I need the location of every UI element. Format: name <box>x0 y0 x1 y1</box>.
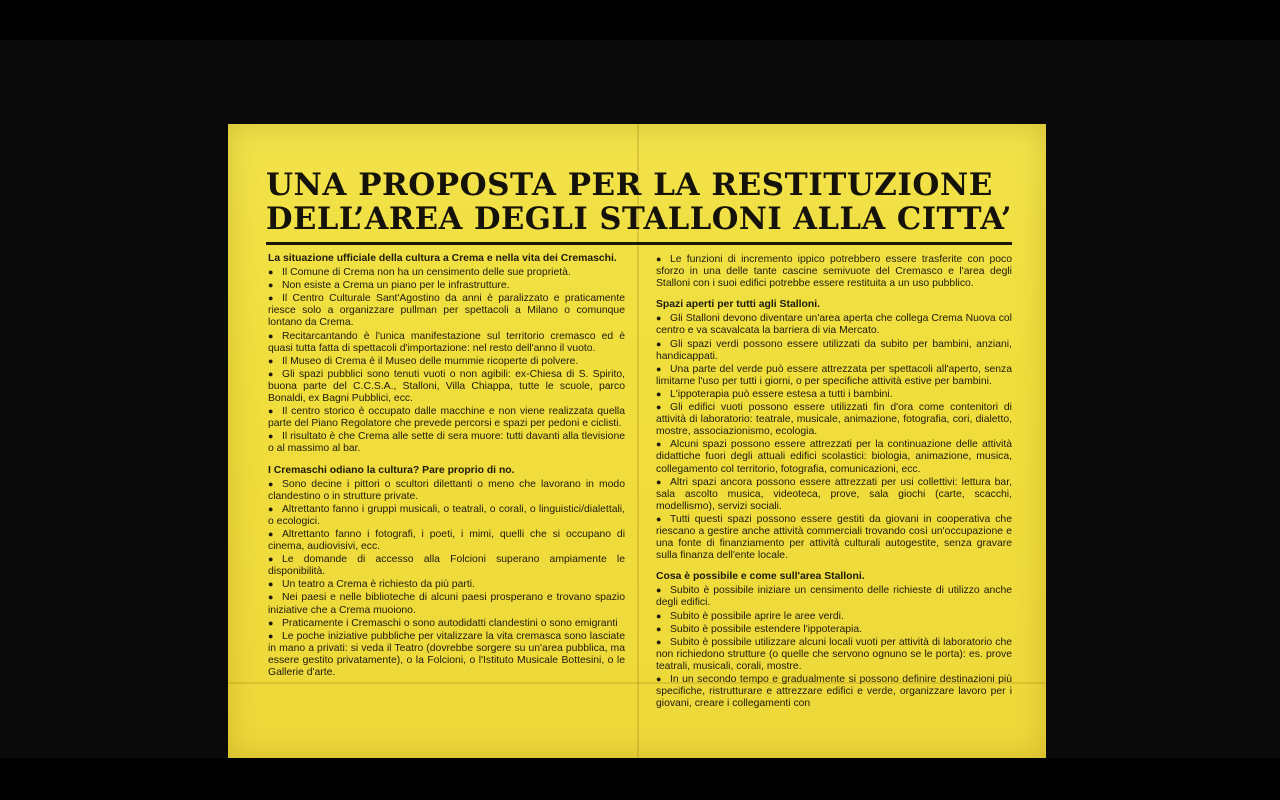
bullet-icon: ● <box>268 528 274 539</box>
right-column <box>656 253 1012 710</box>
list-item-text: Il Comune di Crema non ha un censimento delle sue proprietà. <box>282 267 571 279</box>
bullet-icon: ● <box>268 406 274 417</box>
list-item-text: Altrettanto fanno i gruppi musicali, o teatrali, o corali, o linguistici/dialettali, o ecologici. <box>268 503 625 527</box>
list-item <box>656 401 1012 438</box>
list-item-text: L'ippoterapia può essere estesa a tutti i bambini. <box>670 388 893 400</box>
list-item-text: Altrettanto fanno i fotografi, i poeti, i mimi, quelli che si occupano di cinema, audiovisivi, ecc. <box>268 528 625 553</box>
list-item <box>656 363 1012 388</box>
list-item <box>268 368 625 405</box>
yellow-flyer <box>228 124 1046 758</box>
list-item <box>268 503 625 528</box>
letterbox-top <box>0 0 1280 40</box>
bullet-icon: ● <box>268 478 274 489</box>
bullet-icon: ● <box>656 623 662 634</box>
bullet-icon: ● <box>268 280 274 291</box>
bullet-icon: ● <box>656 610 662 621</box>
bullet-icon: ● <box>656 439 662 450</box>
bullet-icon: ● <box>656 363 662 374</box>
list-item <box>656 584 1012 609</box>
list-item <box>268 266 625 279</box>
list-item <box>268 553 625 578</box>
list-item-text: Una parte del verde può essere attrezzata per spettacoli all'aperto, senza limitarne l'uso per tutti i giorni, o per specifiche attività estive per bambini. <box>656 363 1012 387</box>
list-item <box>268 617 625 630</box>
left-column <box>268 253 625 679</box>
list-item-text: Subito è possibile estendere l'ippoterapia. <box>670 623 863 635</box>
list-item-text: Recitarcantando è l'unica manifestazione sul territorio cremasco ed è quasi tutta fatta di spettacoli d'importazione: nel resto dell'anno il vuoto. <box>268 330 625 354</box>
bullet-icon: ● <box>268 267 274 278</box>
bullet-icon: ● <box>656 674 662 684</box>
bullet-icon: ● <box>268 630 274 641</box>
bullet-icon: ● <box>268 368 274 379</box>
bullet-icon: ● <box>656 636 662 647</box>
list-item-text: Tutti questi spazi possono essere gestiti da giovani in cooperativa che riescano a gestire anche attività commerciali trovando così un'occupazione e una fonte di finanziamento per attività culturali autogestite, senza gravare sulla finanza dell'ente locale. <box>656 513 1012 562</box>
section-title-cosa-e-possibile: Cosa è possibile e come sull'area Stalloni. <box>656 571 865 583</box>
bullet-icon: ● <box>656 388 662 399</box>
list-item-text: Il risultato è che Crema alle sette di sera muore: tutti davanti alla tlevisione o al massimo al bar. <box>268 431 625 455</box>
list-item <box>656 476 1012 513</box>
list-item <box>268 355 625 368</box>
list-item <box>268 630 625 679</box>
bullet-icon: ● <box>268 503 274 514</box>
list-item-text: Il Centro Culturale Sant'Agostino da anni è paralizzato e praticamente riesce solo a organizzare pullman per spettacoli a Milano o comunque lontano da Crema. <box>268 293 625 329</box>
list-item <box>656 338 1012 363</box>
list-item <box>268 430 625 455</box>
section-title-cultura-ufficiale: La situazione ufficiale della cultura a Crema e nella vita dei Cremaschi. <box>268 253 617 264</box>
list-item-text: Le domande di accesso alla Folcioni superano ampiamente le disponibilità. <box>268 554 625 578</box>
list-item-text: Subito è possibile aprire le aree verdi. <box>670 610 844 622</box>
list-item <box>268 591 625 616</box>
headline-line-1: UNA PROPOSTA PER LA RESTITUZIONE <box>266 167 993 203</box>
bullet-icon: ● <box>656 476 662 487</box>
list-item-text: Gli edifici vuoti possono essere utilizzati fin d'ora come contenitori di attività di laboratorio: teatrale, musicale, animazione, fotografia, cori, dialetto, mostre, associazionismo, ecologia. <box>656 402 1012 438</box>
bullet-icon: ● <box>656 402 662 413</box>
section-title-cremaschi-cultura: I Cremaschi odiano la cultura? Pare proprio di no. <box>268 464 515 476</box>
list-item-text: Altri spazi ancora possono essere attrezzati per usi collettivi: lettura bar, sala ascolto musica, videoteca, prove, sala giochi (carte, scacchi, modellismo), servizi sociali. <box>656 476 1012 512</box>
list-item <box>268 528 625 553</box>
list-item <box>268 405 625 430</box>
list-item-text: Subito è possibile iniziare un censimento delle richieste di utilizzo anche degli edifici. <box>656 585 1012 609</box>
bullet-icon: ● <box>268 293 274 304</box>
list-item <box>656 610 1012 623</box>
section-list <box>656 312 1012 562</box>
bullet-icon: ● <box>268 554 274 565</box>
list-item <box>656 312 1012 337</box>
list-item-text: Gli spazi pubblici sono tenuti vuoti o non agibili: ex-Chiesa di S. Spirito, buona parte del C.C.S.A., Stalloni, Villa Chiappa, tutte le scuole, parco Bonaldi, ex Bagni Pubblici, ecc. <box>268 368 625 405</box>
list-item-text: Il centro storico è occupato dalle macchine e non viene realizzata quella parte del Piano Regolatore che prevede percorsi e spazi per pedoni e ciclisti. <box>268 406 625 430</box>
bullet-icon: ● <box>268 617 274 628</box>
list-item <box>656 253 1012 290</box>
list-item <box>656 388 1012 401</box>
bullet-icon: ● <box>656 338 662 349</box>
list-item-text: Sono decine i pittori o scultori dilettanti o meno che lavorano in modo clandestino o in strutture private. <box>268 478 625 502</box>
bullet-icon: ● <box>656 254 662 264</box>
section-list <box>656 584 1012 710</box>
bullet-icon: ● <box>268 592 274 603</box>
list-item <box>268 478 625 503</box>
flyer-headline <box>266 168 1014 236</box>
list-item <box>268 292 625 329</box>
list-item-text: Gli Stalloni devono diventare un'area aperta che collega Crema Nuova col centro e va scavalcata la barriera di via Mercato. <box>656 313 1012 337</box>
bullet-icon: ● <box>656 585 662 596</box>
list-item <box>656 636 1012 673</box>
list-item-text: Nei paesi e nelle biblioteche di alcuni paesi prosperano e trovano spazio iniziative che a Crema muoiono. <box>268 592 625 616</box>
bullet-icon: ● <box>268 355 274 366</box>
list-item-text: Il Museo di Crema è il Museo delle mummie ricoperte di polvere. <box>282 355 579 367</box>
section-title-spazi-aperti: Spazi aperti per tutti agli Stalloni. <box>656 299 820 311</box>
list-item-text: Un teatro a Crema è richiesto da più parti. <box>282 579 475 591</box>
list-item-text: Alcuni spazi possono essere attrezzati per la continuazione delle attività didattiche fuori degli attuali edifici scolastici: biologia, animazione, musica, collegamento col territorio, fotografia, comunicazioni, ecc. <box>656 439 1012 475</box>
list-item-text: Gli spazi verdi possono essere utilizzati da subito per bambini, anziani, handicappati. <box>656 338 1012 362</box>
list-item <box>268 578 625 591</box>
list-item <box>656 513 1012 562</box>
list-item-text: Le poche iniziative pubbliche per vitalizzare la vita cremasca sono lasciate in mano a privati: si veda il Teatro (dovrebbe sorgere su un'area pubblica, ma essere gestito privatamente), o la Folcioni, o l'Istituto Musicale Bottesini, o le Gallerie d'arte. <box>268 630 625 678</box>
headline-line-2: DELL’AREA DEGLI STALLONI ALLA CITTA’ <box>266 201 1013 237</box>
bullet-icon: ● <box>656 513 662 524</box>
list-item <box>656 623 1012 636</box>
headline-rule <box>266 242 1012 245</box>
list-item <box>268 330 625 355</box>
section-list <box>268 266 625 455</box>
section-list <box>268 478 625 680</box>
bullet-icon: ● <box>656 313 662 324</box>
list-item <box>268 279 625 292</box>
bullet-icon: ● <box>268 330 274 341</box>
list-item <box>656 673 1012 710</box>
bullet-icon: ● <box>268 431 274 442</box>
list-item-text: Subito è possibile utilizzare alcuni locali vuoti per attività di laboratorio che non richiedono strutture (o quelle che servono ognuno se le porta): es. prove teatrali, musicali, corali, mostre. <box>656 636 1012 672</box>
list-item-text: Praticamente i Cremaschi o sono autodidatti clandestini o sono emigranti <box>282 617 618 629</box>
list-item-text: Non esiste a Crema un piano per le infrastrutture. <box>282 280 510 292</box>
section-list <box>656 253 1012 290</box>
bullet-icon: ● <box>268 579 274 590</box>
list-item-text: In un secondo tempo e gradualmente si possono definire destinazioni più specifiche, ristrutturare e attrezzare edifici e verde, organizzare lavoro per i giovani, creare i collegamenti con <box>656 674 1012 710</box>
list-item <box>656 438 1012 475</box>
letterbox-bottom <box>0 758 1280 800</box>
list-item-text: Le funzioni di incremento ippico potrebbero essere trasferite con poco sforzo in una delle tante cascine semivuote del Cremasco e l'area degli Stalloni con i suoi edifici potrebbe essere restituita a un uso pubblico. <box>656 254 1012 290</box>
